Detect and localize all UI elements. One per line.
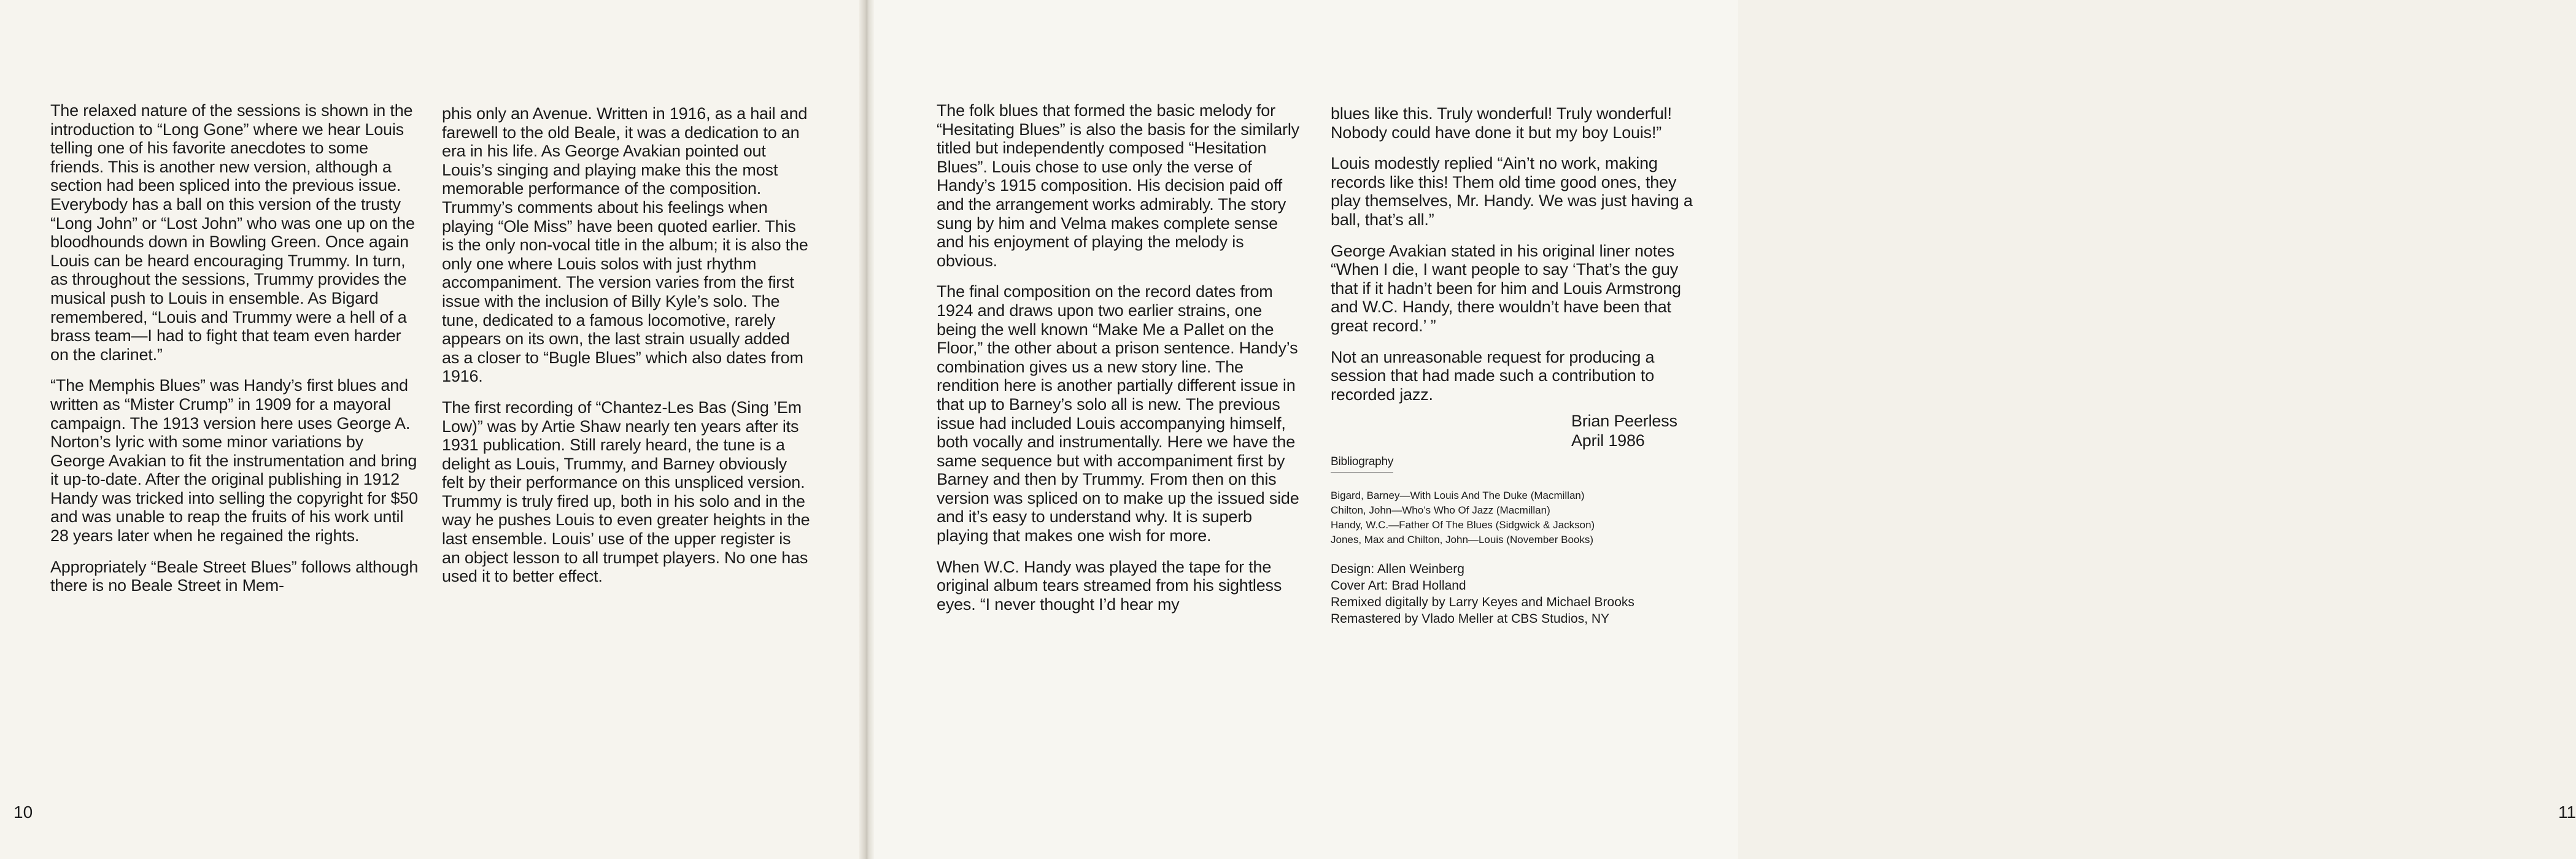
- bibliography-heading: Bibliography: [1331, 455, 1393, 472]
- paragraph-avakian-quote: George Avakian stated in his original liner notes “When I die, I want people to say ‘That’s the guy that if it hadn’t been for him and Louis Armstrong and W.C. Handy, there wouldn’t have been that great record.’ ”: [1331, 241, 1681, 335]
- credits-list: [1331, 561, 1699, 627]
- bibliography-entry: Bigard, Barney—With Louis And The Duke (Macmillan): [1331, 490, 1585, 502]
- paragraph-memphis-blues: “The Memphis Blues” was Handy’s first blues and written as “Mister Crump” in 1909 for a mayoral campaign. The 1913 version here uses George A. Norton’s lyric with some minor variations by George Avakian to fit the instrumentation and bring it up-to-date. After the original publishing in 1912 Handy was tricked into selling the copyright for $50 and was unable to reap the fruits of his work until 28 years later when he regained the rights.: [50, 376, 418, 545]
- paragraph-chantez-les-bas: The first recording of “Chantez-Les Bas (Sing ’Em Low)” was by Artie Shaw nearly ten years after its 1931 publication. Still rarely heard, the tune is a delight as Louis, Trummy, and Barney obviously felt by their performance on this unspliced version. Trummy is truly fired up, both in his solo and in the way he pushes Louis to even greater heights in the last ensemble. Louis’ use of the upper register is an object lesson to all trumpet players. No one has used it to better effect.: [442, 398, 810, 586]
- bibliography-entry: Chilton, John—Who’s Who Of Jazz (Macmillan): [1331, 504, 1550, 517]
- credit-line: Cover Art: Brad Holland: [1331, 579, 1466, 593]
- page-number-left: 10: [14, 803, 33, 822]
- bibliography-entry: Jones, Max and Chilton, John—Louis (November Books): [1331, 534, 1594, 546]
- signature-date: April 1986: [1571, 431, 1645, 450]
- booklet-spine: [859, 0, 874, 859]
- page-number-right: 11: [2558, 803, 2576, 822]
- signature: [1571, 411, 1699, 450]
- bibliography-list: [1331, 488, 1699, 547]
- credit-line: Design: Allen Weinberg: [1331, 562, 1464, 577]
- paragraph-louis-reply: Louis modestly replied “Ain’t no work, making records like this! Them old time good ones, they play themselves, Mr. Handy. We was just having a ball, that’s all.”: [1331, 154, 1693, 229]
- credit-line: Remixed digitally by Larry Keyes and Michael Brooks: [1331, 595, 1634, 610]
- paragraph-beale-street-cont: phis only an Avenue. Written in 1916, as a hail and farewell to the old Beale, it was a dedication to an era in his life. As George Avakian pointed out Louis’s singing and playing make this the most memorable performance of the composition.: [442, 104, 808, 198]
- paragraph-beale-street-intro: Appropriately “Beale Street Blues” follows although there is no Beale Street in Mem-: [50, 557, 419, 595]
- left-column-2: [442, 104, 810, 598]
- bibliography-entry: Handy, W.C.—Father Of The Blues (Sidgwick & Jackson): [1331, 519, 1595, 531]
- signature-name: Brian Peerless: [1571, 412, 1677, 431]
- left-column-1: [50, 101, 419, 595]
- paragraph-truly-wonderful: blues like this. Truly wonderful! Truly wonderful! Nobody could have done it but my boy Louis!”: [1331, 104, 1672, 142]
- paragraph-ole-miss: Trummy’s comments about his feelings when playing “Ole Miss” have been quoted earlier. This is the only non-vocal title in the album; it is also the only one where Louis solos with just rhythm accompaniment. The version varies from the first issue with the inclusion of Billy Kyle’s solo. The tune, dedicated to a famous locomotive, rarely appears on its own, the last strain usually added as a closer to “Bugle Blues” which also dates from 1916.: [442, 198, 808, 386]
- paragraph-handy-tape: When W.C. Handy was played the tape for the original album tears streamed from his sightless eyes. “I never thought I’d hear my: [937, 557, 1282, 614]
- paragraph-hesitating-blues: The folk blues that formed the basic melody for “Hesitating Blues” is also the basis for the similarly titled but independently composed “Hesitation Blues”. Louis chose to use only the verse of Handy’s 1915 composition. His decision paid off and the arrangement works admirably. The story sung by him and Velma makes complete sense and his enjoyment of playing the melody is obvious.: [937, 101, 1299, 270]
- right-column-1: [937, 101, 1305, 614]
- paragraph-final-composition: The final composition on the record dates from 1924 and draws upon two earlier strains, one being the well known “Make Me a Pallet on the Floor,” the other about a prison sentence. Handy’s combination gives us a new story line. The rendition here is another partially different issue in that up to Barney’s solo all is new. The previous issue had included Louis accompanying himself, both vocally and instrumentally. Here we have the same sequence but with accompaniment first by Barney and then by Trummy. From then on this version was spliced on to make up the issued side and it’s easy to understand why. It is superb playing that makes one wish for more.: [937, 282, 1299, 545]
- credit-line: Remastered by Vlado Meller at CBS Studios, NY: [1331, 612, 1610, 626]
- right-column-2: [1331, 104, 1699, 627]
- paragraph-closing: Not an unreasonable request for producing a session that had made such a contribution to recorded jazz.: [1331, 347, 1655, 404]
- paragraph-long-gone: The relaxed nature of the sessions is shown in the introduction to “Long Gone” where we hear Louis telling one of his favorite anecdotes to some friends. This is another new version, although a section had been spliced into the previous issue. Everybody has a ball on this version of the trusty “Long John” or “Lost John” who was one up on the bloodhounds down in Bowling Green. Once again Louis can be heard encouraging Trummy. In turn, as throughout the sessions, Trummy provides the musical push to Louis in ensemble. As Bigard remembered, “Louis and Trummy were a hell of a brass team—I had to fight that team even harder on the clarinet.”: [50, 101, 415, 364]
- left-page: [0, 0, 864, 859]
